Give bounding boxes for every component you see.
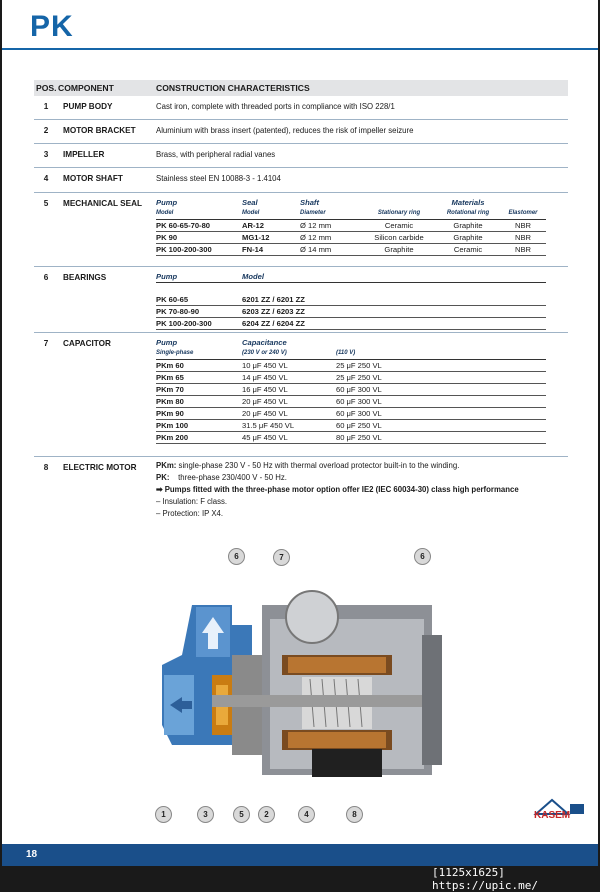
cap-pump: PKm 200 <box>156 431 242 443</box>
seal-stationary: Silicon carbide <box>362 231 436 243</box>
bearing-pump: PK 70-80-90 <box>156 305 242 317</box>
table-row <box>34 120 568 144</box>
callout-2: 2 <box>258 806 275 823</box>
page-footer <box>2 844 598 866</box>
cap-230: 31.5 μF 450 VL <box>242 419 336 431</box>
document-page <box>2 0 598 866</box>
seal-sh-rotational: Rotational ring <box>436 208 500 219</box>
seal-stationary: Graphite <box>362 243 436 255</box>
cap-110: 60 μF 300 VL <box>336 395 546 407</box>
row-pos: 3 <box>43 150 49 159</box>
table-row-seal <box>34 193 568 267</box>
seal-sh-stationary: Stationary ring <box>362 208 436 219</box>
bearings-h-model: Model <box>242 271 546 283</box>
col-component: COMPONENT <box>58 83 114 93</box>
logo-text: KASEM <box>534 810 571 821</box>
seal-pump: PK 60-65-70-80 <box>156 219 242 231</box>
seal-table <box>156 197 546 256</box>
seal-sh-diameter: Diameter <box>300 208 362 219</box>
callout-3: 3 <box>197 806 214 823</box>
cap-sh-110: (110 V) <box>336 348 546 359</box>
row-component: CAPACITOR <box>63 339 111 348</box>
bearing-model: 6204 ZZ / 6204 ZZ <box>242 317 546 329</box>
title-rule <box>2 48 598 50</box>
motor-insulation: – Insulation: F class. <box>156 497 228 506</box>
motor-pk-line <box>156 472 568 484</box>
callout-5: 5 <box>233 806 250 823</box>
cap-pump: PKm 80 <box>156 395 242 407</box>
row-desc: Stainless steel EN 10088-3 - 1.4104 <box>156 174 281 183</box>
seal-sh-seal-model: Model <box>242 208 300 219</box>
kasem-logo <box>532 796 592 830</box>
table-row-motor <box>34 457 568 529</box>
bearings-h-pump: Pump <box>156 271 242 283</box>
row-desc: Cast iron, complete with threaded ports in compliance with ISO 228/1 <box>156 102 395 111</box>
table-row <box>34 96 568 120</box>
seal-pump: PK 100-200-300 <box>156 243 242 255</box>
cap-110: 60 μF 300 VL <box>336 407 546 419</box>
seal-rotational: Ceramic <box>436 243 500 255</box>
row-pos: 4 <box>43 174 49 183</box>
seal-model: MG1-12 <box>242 231 300 243</box>
row-component: MOTOR BRACKET <box>63 126 136 135</box>
cap-110: 60 μF 250 VL <box>336 419 546 431</box>
cap-230: 45 μF 450 VL <box>242 431 336 443</box>
cap-230: 14 μF 450 VL <box>242 371 336 383</box>
callout-6-right: 6 <box>414 548 431 565</box>
cap-230: 16 μF 450 VL <box>242 383 336 395</box>
cap-230: 10 μF 450 VL <box>242 359 336 371</box>
col-pos: POS. <box>36 83 57 93</box>
seal-h-pump: Pump <box>156 198 178 207</box>
motor-pk-text: three-phase 230/400 V - 50 Hz. <box>178 473 287 482</box>
row-component: BEARINGS <box>63 273 107 282</box>
seal-shaft: Ø 14 mm <box>300 243 362 255</box>
bearing-model: 6203 ZZ / 6203 ZZ <box>242 305 546 317</box>
row-desc: Aluminium with brass insert (patented), reduces the risk of impeller seizure <box>156 126 414 135</box>
seal-elastomer: NBR <box>500 231 546 243</box>
cap-h-capacitance: Capacitance <box>242 338 287 347</box>
callout-8: 8 <box>346 806 363 823</box>
cap-230: 20 μF 450 VL <box>242 395 336 407</box>
cap-110: 25 μF 250 VL <box>336 371 546 383</box>
seal-rotational: Graphite <box>436 219 500 231</box>
table-row-bearings <box>34 267 568 333</box>
row-pos: 1 <box>43 102 49 111</box>
cap-pump: PKm 65 <box>156 371 242 383</box>
motor-pkm-line <box>156 460 568 472</box>
watermark: [1125x1625] https://upic.me/ <box>432 866 538 892</box>
seal-model: AR-12 <box>242 219 300 231</box>
bearing-pump: PK 100-200-300 <box>156 317 242 329</box>
cap-pump: PKm 100 <box>156 419 242 431</box>
callout-6-left: 6 <box>228 548 245 565</box>
row-component: ELECTRIC MOTOR <box>63 463 137 472</box>
row-component: MECHANICAL SEAL <box>63 199 142 208</box>
motor-pkm-label: PKm: <box>156 461 177 470</box>
cap-110: 60 μF 300 VL <box>336 383 546 395</box>
cap-sh-230: (230 V or 240 V) <box>242 348 336 359</box>
seal-shaft: Ø 12 mm <box>300 219 362 231</box>
pump-cross-section-diagram <box>152 545 452 785</box>
bearing-pump: PK 60-65 <box>156 294 242 306</box>
table-header <box>34 80 568 96</box>
cap-pump: PKm 60 <box>156 359 242 371</box>
seal-sh-model: Model <box>156 208 242 219</box>
callout-7: 7 <box>273 549 290 566</box>
cap-110: 80 μF 250 VL <box>336 431 546 443</box>
col-characteristics: CONSTRUCTION CHARACTERISTICS <box>156 83 310 93</box>
table-row <box>34 168 568 193</box>
motor-note: ➡ Pumps fitted with the three-phase motor option offer IE2 (IEC 60034-30) class high performance <box>156 485 519 494</box>
seal-pump: PK 90 <box>156 231 242 243</box>
row-component: MOTOR SHAFT <box>63 174 123 183</box>
seal-h-seal: Seal <box>242 198 258 207</box>
row-pos: 6 <box>43 273 49 282</box>
bearing-model: 6201 ZZ / 6201 ZZ <box>242 294 546 306</box>
cap-110: 25 μF 250 VL <box>336 359 546 371</box>
seal-elastomer: NBR <box>500 243 546 255</box>
cap-sh-phase: Single-phase <box>156 348 242 359</box>
seal-stationary: Ceramic <box>362 219 436 231</box>
row-pos: 7 <box>43 339 49 348</box>
row-desc: Brass, with peripheral radial vanes <box>156 150 276 159</box>
seal-shaft: Ø 12 mm <box>300 231 362 243</box>
seal-h-shaft: Shaft <box>300 198 319 207</box>
motor-pkm-text: single-phase 230 V - 50 Hz with thermal overload protector built-in to the winding. <box>178 461 460 470</box>
callout-4: 4 <box>298 806 315 823</box>
callout-1: 1 <box>155 806 172 823</box>
bearings-table <box>156 271 546 330</box>
page-number: 18 <box>26 849 38 860</box>
table-row-capacitor <box>34 333 568 457</box>
motor-protection: – Protection: IP X4. <box>156 509 224 518</box>
seal-rotational: Graphite <box>436 231 500 243</box>
row-component: IMPELLER <box>63 150 105 159</box>
row-pos: 5 <box>43 199 49 208</box>
row-pos: 8 <box>43 463 49 472</box>
table-row <box>34 144 568 168</box>
cap-230: 20 μF 450 VL <box>242 407 336 419</box>
cap-pump: PKm 70 <box>156 383 242 395</box>
seal-h-materials: Materials <box>451 198 485 207</box>
capacitor-table <box>156 337 546 444</box>
motor-pk-label: PK: <box>156 473 170 482</box>
construction-table <box>34 80 568 529</box>
cap-h-pump: Pump <box>156 338 178 347</box>
cap-pump: PKm 90 <box>156 407 242 419</box>
seal-model: FN-14 <box>242 243 300 255</box>
row-pos: 2 <box>43 126 49 135</box>
page-title: PK <box>30 10 74 43</box>
seal-sh-elastomer: Elastomer <box>500 208 546 219</box>
row-component: PUMP BODY <box>63 102 113 111</box>
seal-elastomer: NBR <box>500 219 546 231</box>
